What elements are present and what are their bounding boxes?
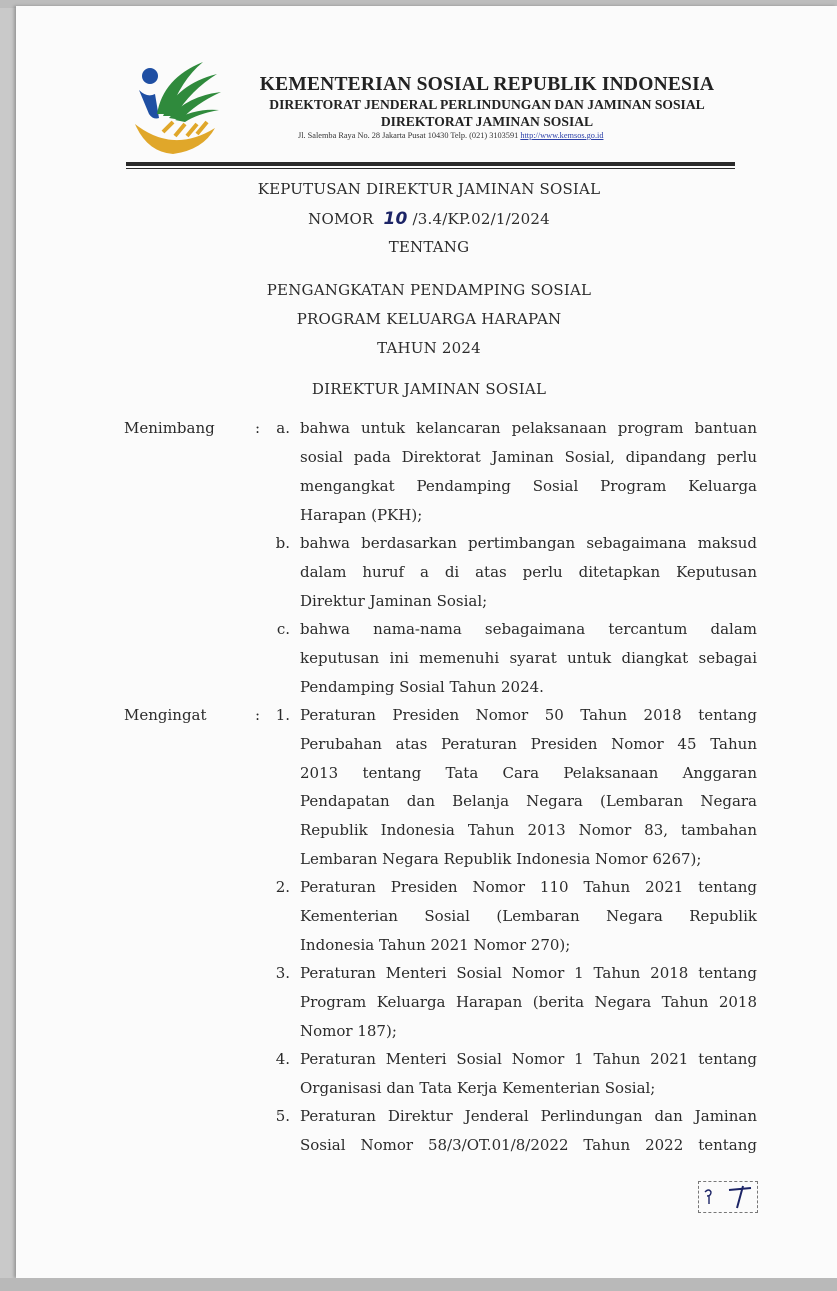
list-marker: 2. [275,878,290,896]
handwritten-initials-icon [699,1182,757,1212]
list-item-line: Nomor 187); [300,1022,397,1040]
list-item-line: Indonesia Tahun 2021 Nomor 270); [300,936,571,954]
list-item-line: sosial pada Direktorat Jaminan Sosial, dipandang perlu [300,448,757,466]
menimbang-colon: : [255,419,261,437]
decree-number [129,209,729,229]
list-item-line: Program Keluarga Harapan (berita Negara Tahun 2018 [300,993,757,1011]
list-item-line: Peraturan Presiden Nomor 110 Tahun 2021 tentang [300,878,757,896]
list-marker: 4. [275,1050,290,1068]
letterhead-address [298,131,603,140]
list-item-line: Harapan (PKH); [300,506,423,524]
list-marker: a. [276,419,290,437]
list-item-line: Peraturan Presiden Nomor 50 Tahun 2018 tentang [300,706,757,724]
list-item-line: bahwa untuk kelancaran pelaksanaan program bantuan [300,419,757,437]
list-item-line: bahwa nama-nama sebagaimana tercantum dalam [300,620,757,638]
list-item-line: Pendamping Sosial Tahun 2024. [300,678,544,696]
list-marker: 5. [275,1107,290,1125]
mengingat-label: Mengingat [124,706,207,724]
website-link[interactable]: http://www.kemsos.go.id [520,131,604,140]
address-text: Jl. Salemba Raya No. 28 Jakarta Pusat 10430 Telp. (021) 3103591 [298,131,519,140]
decree-subject-line: PROGRAM KELUARGA HARAPAN [296,310,562,328]
list-item-line: Kementerian Sosial (Lembaran Negara Republik [300,907,757,925]
list-item-line: Republik Indonesia Tahun 2013 Nomor 83, tambahan [300,821,757,839]
number-rest: /3.4/KP.02/1/2024 [412,210,550,228]
list-item-line: keputusan ini memenuhi syarat untuk diangkat sebagai [300,649,757,667]
list-item-line: Peraturan Menteri Sosial Nomor 1 Tahun 2018 tentang [300,964,757,982]
list-item-line: dalam huruf a di atas perlu ditetapkan Keputusan [300,563,757,581]
number-prefix: NOMOR [308,210,374,228]
list-item-line: Sosial Nomor 58/3/OT.01/8/2022 Tahun 2022 tentang [300,1136,757,1154]
handwritten-number: 10 [383,209,408,229]
list-item-line: Pendapatan dan Belanja Negara (Lembaran Negara [300,792,757,810]
mengingat-colon: : [255,706,261,724]
menimbang-label: Menimbang [124,419,215,437]
list-item-line: bahwa berdasarkan pertimbangan sebagaimana maksud [300,534,757,552]
kemensos-logo-icon [133,58,223,158]
decree-subject-line: PENGANGKATAN PENDAMPING SOSIAL [266,281,592,299]
list-item-line: Lembaran Negara Republik Indonesia Nomor 6267); [300,850,702,868]
list-item-line: Peraturan Menteri Sosial Nomor 1 Tahun 2021 tentang [300,1050,757,1068]
directorate-name: DIREKTORAT JAMINAN SOSIAL [380,114,594,129]
list-item-line: Peraturan Direktur Jenderal Perlindungan dan Jaminan [300,1107,757,1125]
list-item-line: 2013 tentang Tata Cara Pelaksanaan Anggaran [300,764,757,782]
letterhead-rule-thin [126,168,735,169]
list-marker: 3. [275,964,290,982]
ministry-name: KEMENTERIAN SOSIAL REPUBLIK INDONESIA [259,74,715,95]
decree-issuer: DIREKTUR JAMINAN SOSIAL [311,380,547,398]
list-item-line: Direktur Jaminan Sosial; [300,592,488,610]
list-item-line: Perubahan atas Peraturan Presiden Nomor 45 Tahun [300,735,757,753]
directorate-general-name: DIREKTORAT JENDERAL PERLINDUNGAN DAN JAMINAN SOSIAL [269,97,705,112]
list-marker: b. [275,534,290,552]
list-marker: 1. [275,706,290,724]
list-item-line: Organisasi dan Tata Kerja Kementerian Sosial; [300,1079,656,1097]
decree-about: TENTANG [388,238,470,256]
letterhead-rule [126,162,735,166]
list-item-line: mengangkat Pendamping Sosial Program Keluarga [300,477,757,495]
decree-title: KEPUTUSAN DIREKTUR JAMINAN SOSIAL [257,180,601,198]
list-marker: c. [276,620,290,638]
scan-edge [0,1278,837,1291]
decree-subject-line: TAHUN 2024 [377,339,481,357]
